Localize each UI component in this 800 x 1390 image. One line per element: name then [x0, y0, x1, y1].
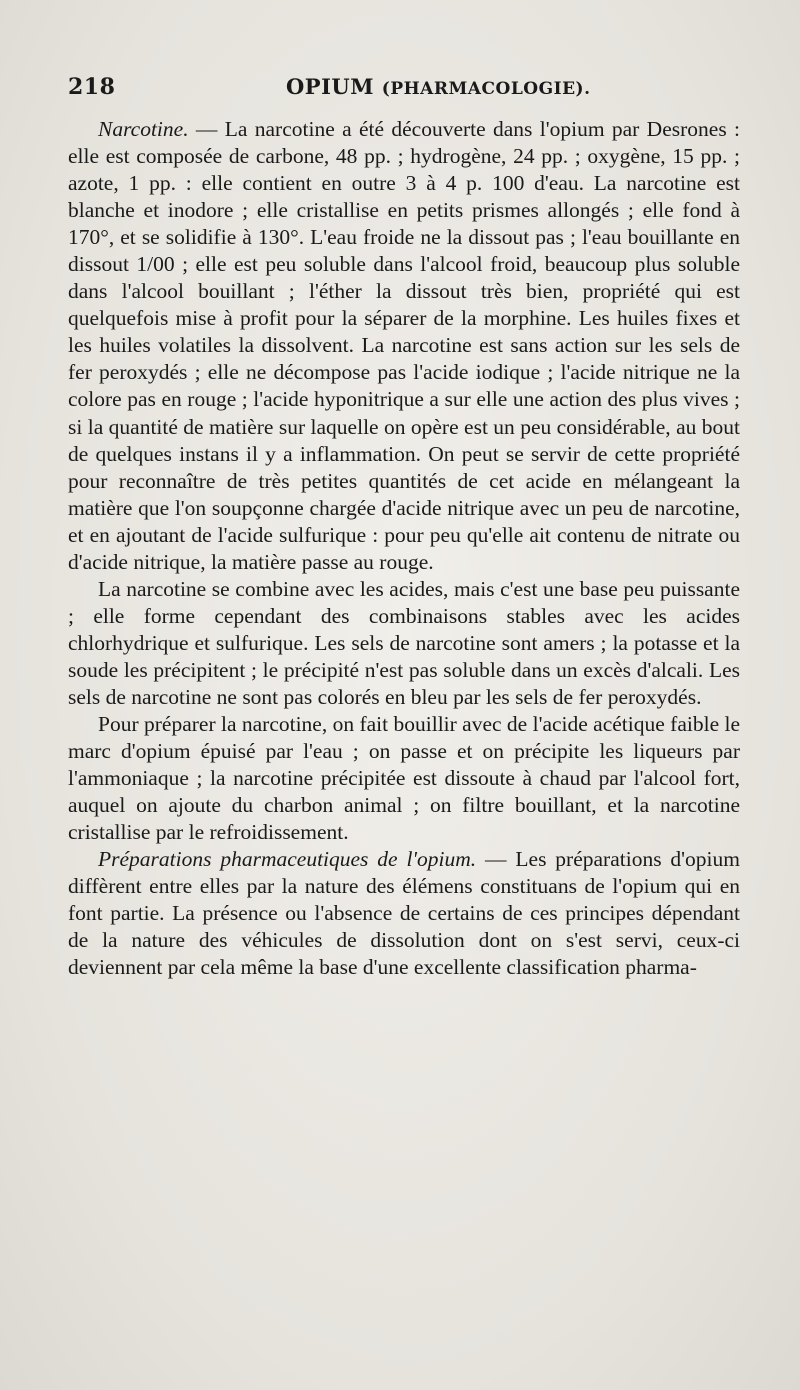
- paragraph-body: — Les préparations d'opium diffèrent entre elles par la nature des élémens constituans de l'opium qui en font partie. La présence ou l'absence de certains de ces principes dépendant de la nature des véhicules de dissolution dont on s'est servi, ceux-ci deviennent par cela même la base d'une excellente classification pharma-: [68, 847, 740, 980]
- paragraph-combinations: [68, 576, 740, 711]
- running-title: [286, 74, 591, 99]
- page-header: [68, 74, 748, 108]
- page-number: 218: [68, 74, 116, 100]
- body-text: [68, 116, 740, 982]
- paragraph-body: — La narcotine a été découverte dans l'opium par Desrones : elle est composée de carbone, 48 pp. ; hydrogène, 24 pp. ; oxygène, 15 pp. ; azote, 1 pp. : elle contient en outre 3 à 4 p. 100 d'eau. La narcotine est blanche et inodore ; elle cristallise en petits prismes allongés ; elle fond à 170°, et se solidifie à 130°. L'eau froide ne la dissout pas ; l'eau bouillante en dissout 1/00 ; elle est peu soluble dans l'alcool froid, beaucoup plus soluble dans l'alcool bouillant ; l'éther la dissout très bien, propriété qui est quelquefois mise à profit pour la séparer de la morphine. Les huiles fixes et les huiles volatiles la dissolvent. La narcotine est sans action sur les sels de fer peroxydés ; elle ne décompose pas l'acide iodique ; l'acide nitrique ne la colore pas en rouge ; l'acide hyponitrique a sur elle une action des plus vives ; si la quantité de matière sur laquelle on opère est un peu considérable, au bout de quelques instans il y a inflammation. On peut se servir de cette propriété pour reconnaître de très petites quantités de cet acide en mélangeant la matière que l'on soupçonne chargée d'acide nitrique avec un peu de narcotine, et en ajoutant de l'acide sulfurique : pour peu qu'elle ait contenu de nitrate ou d'acide nitrique, la matière passe au rouge.: [68, 117, 740, 574]
- paragraph-pharmaceutical: [68, 846, 740, 981]
- paragraph-lead: Préparations pharmaceutiques de l'opium.: [98, 847, 477, 872]
- paragraph-body: Pour préparer la narcotine, on fait bouillir avec de l'acide acétique faible le marc d'opium épuisé par l'eau ; on passe et on précipite les liqueurs par l'ammoniaque ; la narcotine précipitée est dissoute à chaud par l'alcool fort, auquel on ajoute du charbon animal ; on filtre bouillant, et la narcotine cristallise par le refroidissement.: [68, 712, 740, 845]
- running-title-sub: (PHARMACOLOGIE).: [381, 79, 591, 99]
- paragraph-lead: Narcotine.: [98, 117, 189, 141]
- paragraph-body: La narcotine se combine avec les acides, mais c'est une base peu puissante ; elle forme cependant des combinaisons stables avec les acides chlorhydrique et sulfurique. Les sels de narcotine sont amers ; la potasse et la soude les précipitent ; le précipité n'est pas soluble dans un excès d'alcali. Les sels de narcotine ne sont pas colorés en bleu par les sels de fer peroxydés.: [68, 576, 740, 709]
- running-title-main: OPIUM: [286, 74, 374, 99]
- paragraph-narcotine: [68, 116, 740, 576]
- paragraph-preparation: [68, 711, 740, 846]
